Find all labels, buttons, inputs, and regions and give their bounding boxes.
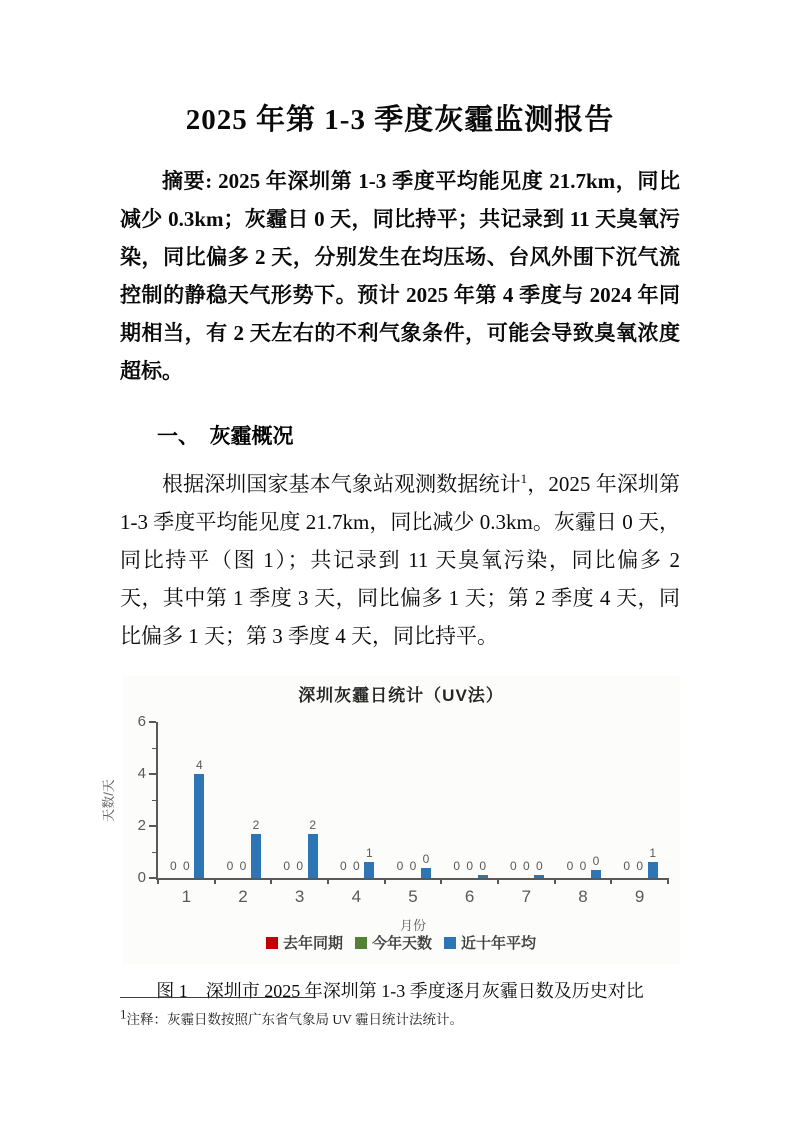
bar-value-label: 0 (352, 859, 360, 873)
bar (308, 834, 318, 878)
y-axis-tick-label: 6 (137, 713, 146, 730)
bar (251, 834, 261, 878)
bar-value-label: 1 (649, 846, 656, 861)
bar-column (306, 819, 319, 878)
bar-value-label: 0 (566, 859, 574, 873)
bar-column (563, 860, 576, 878)
haze-bar-chart (100, 676, 680, 964)
y-axis-minor-tick (152, 748, 156, 750)
x-axis-tick (214, 878, 216, 884)
bar-value-label: 2 (309, 817, 316, 832)
x-axis-tick (157, 878, 159, 884)
bar (478, 875, 488, 878)
legend-item (266, 932, 343, 953)
bar-column (350, 860, 363, 878)
bar-value-label: 0 (339, 859, 347, 873)
bar-column (620, 860, 633, 878)
page-title: 2025 年第 1-3 季度灰霾监测报告 (185, 104, 615, 136)
bar-value-label: 0 (592, 854, 600, 869)
bar-value-label: 0 (453, 859, 460, 873)
footnote-text: 注释：灰霾日数按照广东省气象局 UV 霾日统计法统计。 (126, 1012, 464, 1027)
y-axis-title: 天数/天 (100, 778, 116, 822)
figure-caption: 图 1 深圳市 2025 年深圳第 1-3 季度逐月灰霾日数及历史对比 (156, 981, 644, 1001)
bar (648, 862, 658, 878)
bar (534, 875, 544, 878)
x-axis-category-label: 7 (521, 887, 532, 906)
bar-value-label: 0 (409, 859, 417, 873)
footnote-divider (120, 997, 316, 998)
bar-value-label: 0 (522, 859, 530, 873)
x-axis-category-label: 6 (464, 887, 475, 906)
bar-value-label: 0 (623, 859, 630, 873)
bar-group (441, 722, 498, 878)
legend-label: 近十年平均 (461, 935, 537, 952)
bar-column (337, 860, 350, 878)
footnote-block (120, 997, 680, 1028)
legend-swatch (355, 937, 367, 949)
x-axis-tick (327, 878, 329, 884)
bar-column (393, 860, 406, 878)
x-axis-category-label: 9 (634, 887, 645, 906)
section-1-paragraph (120, 465, 680, 655)
bar (364, 862, 374, 878)
bar-column (280, 860, 293, 878)
bar-group (498, 722, 555, 878)
bar-column (363, 847, 376, 878)
legend-swatch (444, 937, 456, 949)
bar-value-label: 4 (195, 758, 203, 772)
bar-value-label: 0 (226, 859, 234, 873)
legend-item (444, 932, 536, 953)
y-axis-tick-label: 0 (137, 869, 146, 886)
section-heading-1: 一、 灰霾概况 (157, 425, 294, 448)
bar-column (193, 759, 206, 878)
body-text-after-footnote-ref: ，2025 年深圳第 1-3 季度平均能见度 21.7km，同比减少 0.3km。灰霾日 0 天，同比持平（图 1）；共记录到 11 天臭氧污染，同比偏多 2 天，其中第 1 季度 3 天，同比偏多 1 天；第 2 季度 4 天，同比偏多 1 天；第 3 季度 4 天，同比持平。 (120, 472, 681, 648)
x-axis-tick (440, 878, 442, 884)
bar (421, 868, 431, 878)
bar-group (611, 722, 668, 878)
document-page (100, 0, 681, 1003)
footnote-marker: 1 (120, 1006, 127, 1022)
bar-value-label: 0 (579, 859, 587, 873)
bar-value-label: 0 (239, 859, 247, 873)
bar-value-label: 0 (422, 851, 430, 866)
legend-swatch (266, 937, 278, 949)
bar-column (646, 847, 659, 878)
bar-value-label: 0 (509, 859, 517, 873)
bar-column (223, 860, 236, 878)
bar-column (406, 860, 419, 878)
bar-value-label: 0 (636, 859, 643, 873)
bar-value-label: 0 (283, 859, 290, 873)
x-axis-tick (667, 878, 669, 884)
bar-value-label: 0 (466, 859, 473, 873)
footnote-reference: 1 (520, 471, 528, 486)
legend-label: 去年同期 (282, 935, 343, 952)
bar-value-label: 0 (169, 859, 177, 873)
y-axis-minor-tick (152, 852, 156, 854)
legend-label: 今年天数 (371, 935, 432, 952)
bar-group (158, 722, 215, 878)
bar-column (249, 819, 262, 878)
x-axis-category-label: 5 (408, 887, 418, 906)
plot-area (100, 713, 668, 933)
y-axis-tick-label: 2 (137, 817, 146, 834)
y-axis-minor-tick (152, 800, 156, 802)
abstract-paragraph: 摘要: 2025 年深圳第 1-3 季度平均能见度 21.7km，同比减少 0.3km；灰霾日 0 天，同比持平；共记录到 11 天臭氧污染，同比偏多 2 天，分别发生在均压场、台风外围下沉气流控制的静稳天气形势下。预计 2025 年第 4 季度与 2024 年同期相当，有 2 天左右的不利气象条件，可能会导致臭氧浓度超标。 (120, 169, 680, 383)
footnote-line (120, 1008, 680, 1028)
bar-value-label: 1 (365, 846, 373, 861)
legend-item (355, 932, 432, 953)
bar (194, 774, 204, 878)
bar-column (180, 860, 193, 878)
bar-group (328, 722, 385, 878)
bar-value-label: 0 (479, 859, 486, 874)
bar-column (167, 860, 180, 878)
bar-column (463, 860, 476, 878)
x-axis-tick (270, 878, 272, 884)
bar-value-label: 0 (296, 859, 303, 873)
bar-value-label: 0 (182, 859, 190, 873)
x-axis-category-label: 2 (238, 887, 248, 906)
y-axis-tick (149, 825, 156, 827)
bar-column (520, 860, 533, 878)
bar-group (555, 722, 612, 878)
x-axis-tick (554, 878, 556, 884)
chart-title: 深圳灰霾日统计（UV法） (298, 686, 504, 705)
x-axis-category-label: 1 (181, 887, 192, 906)
bar-column (576, 860, 589, 878)
bar-column (633, 860, 646, 878)
bar-group (271, 722, 328, 878)
bar-group (385, 722, 442, 878)
bar-column (589, 855, 602, 878)
bar-column (476, 860, 489, 878)
x-axis-title: 月份 (399, 918, 426, 933)
bar (591, 870, 601, 878)
chart-legend (122, 932, 680, 953)
bar-column (236, 860, 249, 878)
bar-value-label: 2 (252, 817, 260, 832)
x-axis-category-label: 8 (578, 887, 588, 906)
body-text-before-footnote-ref: 根据深圳国家基本气象站观测数据统计 (162, 472, 521, 496)
bar-group (215, 722, 272, 878)
bar-column (293, 860, 306, 878)
y-axis-tick (149, 877, 156, 879)
x-axis-tick (610, 878, 612, 884)
bar-column (419, 853, 432, 878)
y-axis-tick (149, 773, 156, 775)
bar-value-label: 0 (396, 859, 404, 873)
y-axis-tick-label: 4 (137, 765, 146, 782)
bar-value-label: 0 (535, 859, 543, 874)
x-axis-category-label: 4 (351, 887, 362, 906)
x-axis-tick (384, 878, 386, 884)
x-axis-category-label: 3 (294, 887, 305, 906)
y-axis-tick (149, 721, 156, 723)
x-axis-tick (497, 878, 499, 884)
bar-column (533, 860, 546, 878)
bar-column (450, 860, 463, 878)
bar-column (507, 860, 520, 878)
